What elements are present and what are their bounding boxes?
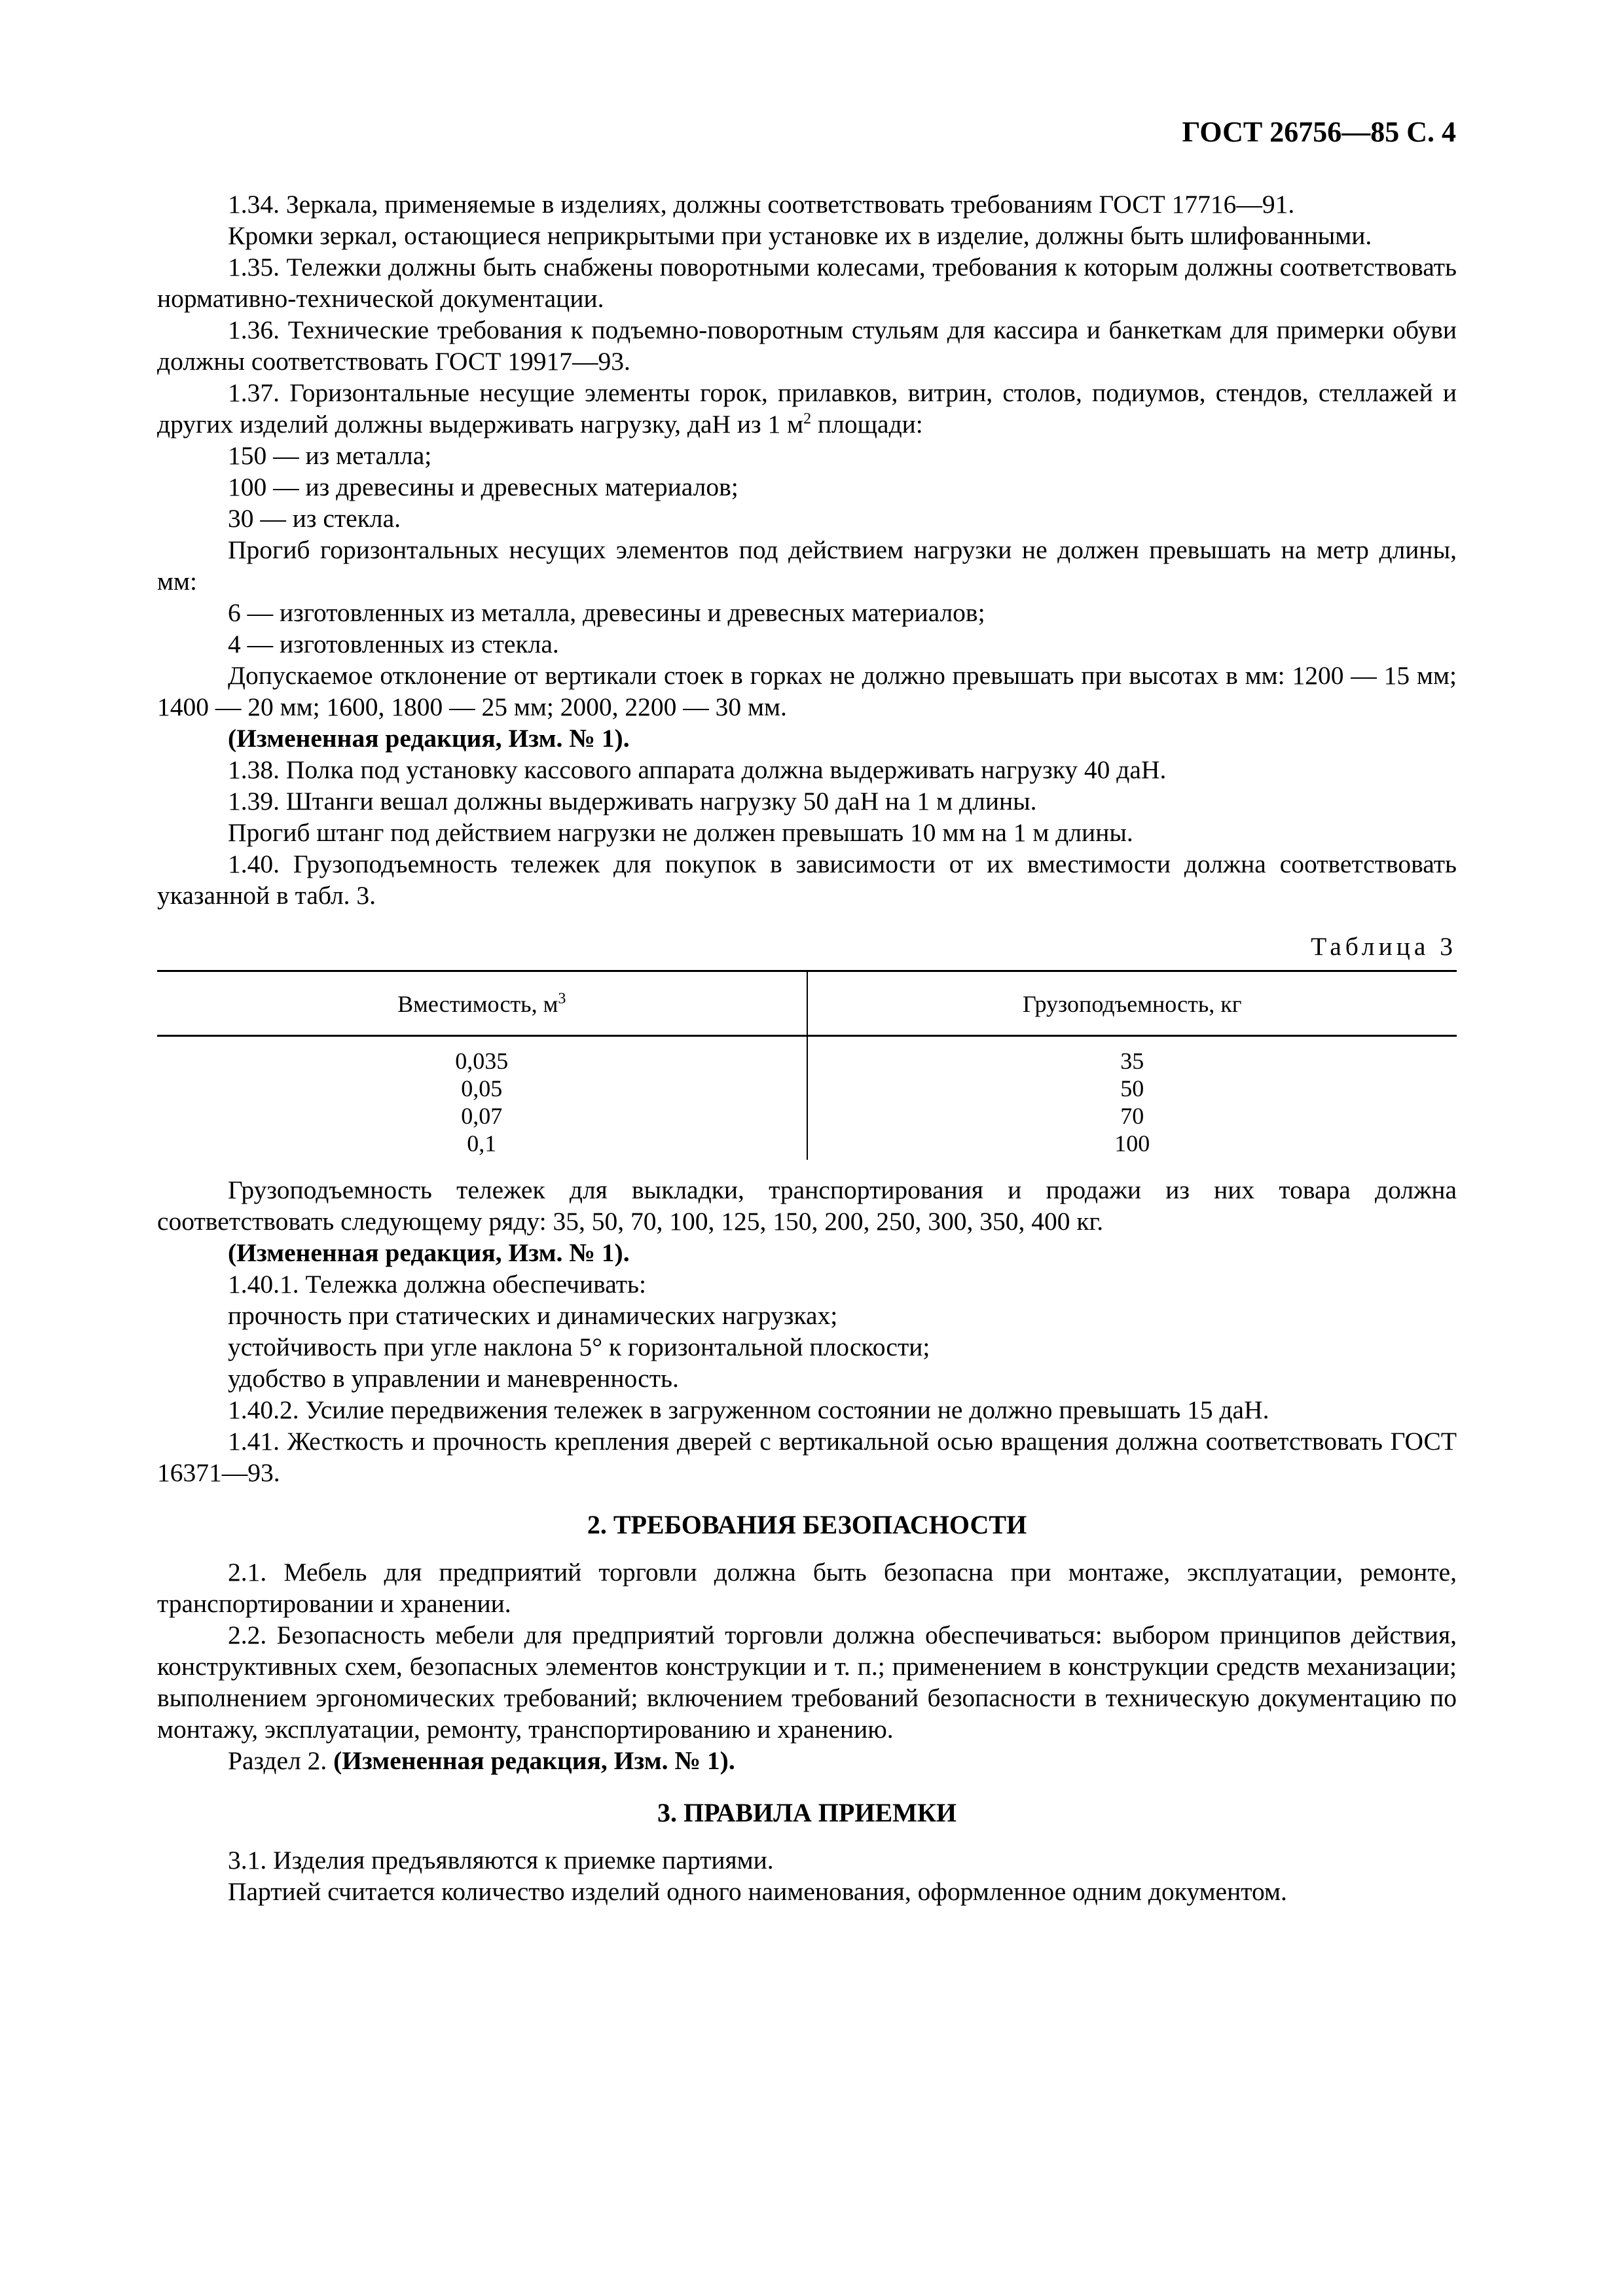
paragraph-1-34-edges: Кромки зеркал, остающиеся неприкрытыми при установке их в изделие, должны быть шлифованными. (228, 221, 1372, 250)
table-header-capacity (157, 971, 807, 1036)
load-list-item: 100 — из древесины и древесных материалов; (228, 473, 739, 501)
table-cell: 0,1 (157, 1130, 807, 1160)
paragraph-1-37-text: 1.37. Горизонтальные несущие элементы горок, прилавков, витрин, столов, подиумов, стендов, стеллажей и других изделий должны выдерживать нагрузку, даН из 1 м (157, 378, 1457, 439)
paragraph-3-1-batch: Партией считается количество изделий одного наименования, оформленное одним документом. (228, 1877, 1287, 1906)
cart-list-item: прочность при статических и динамических нагрузках; (228, 1301, 838, 1330)
paragraph-1-40-1: 1.40.1. Тележка должна обеспечивать: (228, 1270, 647, 1299)
paragraph-1-35: 1.35. Тележки должны быть снабжены поворотными колесами, требования к которым должны соответствовать нормативно-технической документации. (157, 253, 1457, 313)
table-header-capacity-text: Вместимость, м (397, 991, 558, 1017)
amended-note: (Измененная редакция, Изм. № 1). (228, 724, 630, 753)
section-2-amended-note: (Измененная редакция, Изм. № 1). (333, 1746, 735, 1775)
paragraph-2-2: 2.2. Безопасность мебели для предприятий торговли должна обеспечиваться: выбором принципов действия, конструктивных схем, безопасных элементов конструкции и т. п.; применением в конструкции средств механизации; выполнением эргономических требований; включением требований безопасности в техническую документацию по монтажу, эксплуатации, ремонту, транспортированию и хранению. (157, 1621, 1457, 1744)
deviation-paragraph: Допускаемое отклонение от вертикали стоек в горках не должно превышать при высотах в мм: 1200 — 15 мм; 1400 — 20 мм; 1600, 1800 — 25 мм; 2000, 2200 — 30 мм. (157, 661, 1457, 721)
paragraph-1-37-end: площади: (811, 410, 923, 439)
table-cell: 0,07 (157, 1102, 807, 1130)
capacity-table (157, 970, 1457, 1160)
load-list-item: 30 — из стекла. (228, 504, 401, 533)
table-row (157, 1102, 1457, 1130)
amended-note: (Измененная редакция, Изм. № 1). (228, 1238, 630, 1267)
table-cell: 100 (1114, 1130, 1150, 1157)
page-header: ГОСТ 26756—85 С. 4 (1182, 116, 1456, 148)
load-list-item: 150 — из металла; (228, 441, 432, 470)
paragraph-1-37 (157, 377, 1457, 440)
section-2-amended (157, 1745, 1457, 1776)
deflection-list-item: 4 — изготовленных из стекла. (228, 630, 559, 658)
table-cell: 0,05 (157, 1075, 807, 1102)
paragraph-1-40-2: 1.40.2. Усилие передвижения тележек в загруженном состоянии не должно превышать 15 даН. (228, 1395, 1269, 1424)
table-row (157, 1036, 1457, 1075)
superscript-2: 2 (803, 410, 812, 427)
deflection-intro: Прогиб горизонтальных несущих элементов под действием нагрузки не должен превышать на метр длины, мм: (157, 535, 1457, 596)
section-3-title: 3. ПРАВИЛА ПРИЕМКИ (657, 1798, 957, 1827)
paragraph-3-1: 3.1. Изделия предъявляются к приемке партиями. (228, 1846, 774, 1874)
paragraph-1-39-deflection: Прогиб штанг под действием нагрузки не должен превышать 10 мм на 1 м длины. (228, 818, 1133, 847)
table-row (157, 1075, 1457, 1102)
table-header-load: Грузоподъемность, кг (807, 971, 1457, 1036)
table-cell: 50 (1120, 1075, 1144, 1102)
superscript-3: 3 (558, 990, 566, 1007)
cart-list-item: устойчивость при угле наклона 5° к горизонтальной плоскости; (228, 1333, 930, 1361)
paragraph-1-41: 1.41. Жесткость и прочность крепления дверей с вертикальной осью вращения должна соответствовать ГОСТ 16371—93. (157, 1427, 1457, 1487)
table-cell: 70 (1120, 1103, 1144, 1129)
paragraph-1-36: 1.36. Технические требования к подъемно-поворотным стульям для кассира и банкеткам для примерки обуви должны соответствовать ГОСТ 19917—93. (157, 315, 1457, 376)
table-caption: Таблица 3 (1311, 932, 1457, 961)
cart-list-item: удобство в управлении и маневренность. (228, 1364, 679, 1393)
document-body (157, 188, 1457, 1907)
table-cell: 0,035 (157, 1036, 807, 1075)
capacity-series-paragraph: Грузоподъемность тележек для выкладки, транспортирования и продажи из них товара должна соответствовать следующему ряду: 35, 50, 70, 100, 125, 150, 200, 250, 300, 350, 400 кг. (157, 1175, 1457, 1236)
section-2-title: 2. ТРЕБОВАНИЯ БЕЗОПАСНОСТИ (587, 1510, 1027, 1539)
table-cell: 35 (1120, 1048, 1144, 1074)
paragraph-2-1: 2.1. Мебель для предприятий торговли должна быть безопасна при монтаже, эксплуатации, ремонте, транспортировании и хранении. (157, 1558, 1457, 1618)
deflection-list-item: 6 — изготовленных из металла, древесины и древесных материалов; (228, 598, 985, 627)
paragraph-1-38: 1.38. Полка под установку кассового аппарата должна выдерживать нагрузку 40 даН. (228, 755, 1167, 784)
section-2-amended-prefix: Раздел 2. (228, 1746, 334, 1775)
paragraph-1-39: 1.39. Штанги вешал должны выдерживать нагрузку 50 даН на 1 м длины. (228, 787, 1037, 816)
paragraph-1-34: 1.34. Зеркала, применяемые в изделиях, должны соответствовать требованиям ГОСТ 17716—91. (228, 190, 1295, 219)
paragraph-1-40: 1.40. Грузоподъемность тележек для покупок в зависимости от их вместимости должна соответствовать указанной в табл. 3. (157, 850, 1457, 910)
table-row (157, 1130, 1457, 1160)
